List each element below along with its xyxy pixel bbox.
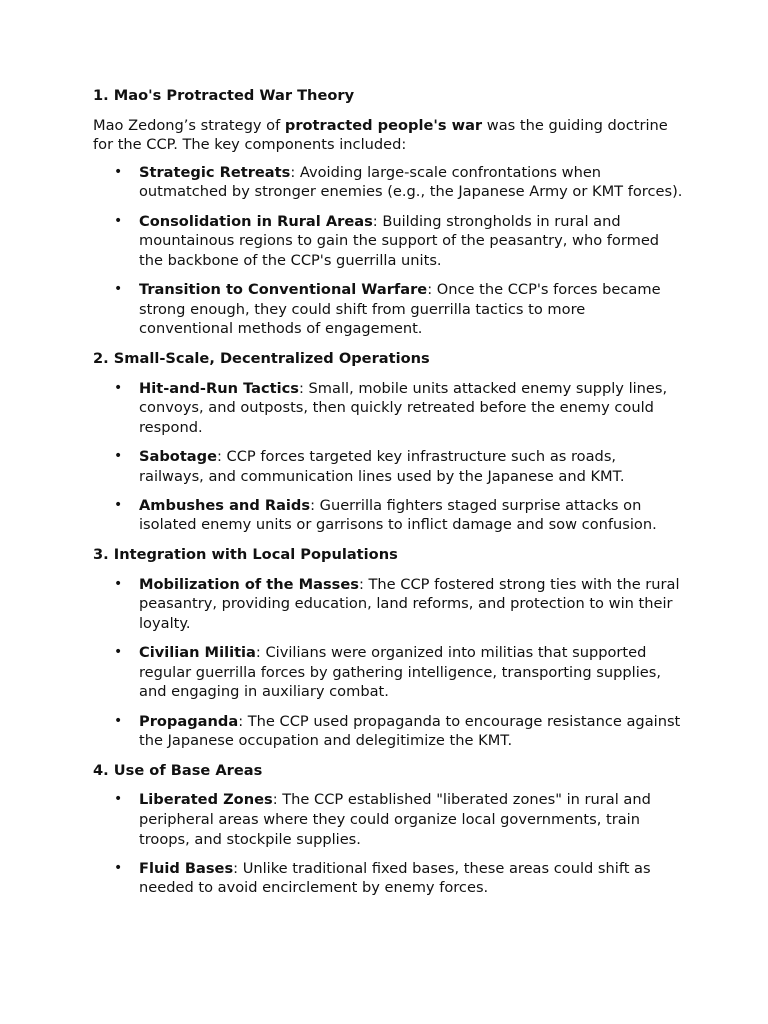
- item-term: Propaganda: [139, 712, 239, 730]
- bullet-list: [93, 163, 683, 339]
- item-term: Liberated Zones: [139, 791, 273, 809]
- item-term: Mobilization of the Masses: [139, 575, 359, 593]
- list-item: [93, 212, 683, 271]
- bullet-icon: •: [114, 791, 123, 808]
- item-description: : Unlike traditional fixed bases, these areas could shift as needed to avoid encirclement by enemy forces.: [139, 859, 651, 897]
- item-term: Strategic Retreats: [139, 163, 291, 181]
- section-heading: 3. Integration with Local Populations: [93, 546, 398, 564]
- bullet-icon: •: [114, 496, 123, 513]
- item-description: : Once the CCP's forces became strong enough, they could shift from guerrilla tactics to more conventional methods of engagement.: [139, 281, 661, 338]
- bullet-list: [93, 575, 683, 751]
- item-description: : Avoiding large-scale confrontations when outmatched by stronger enemies (e.g., the Japanese Army or KMT forces).: [139, 163, 683, 201]
- list-item: [93, 712, 683, 751]
- list-item: [93, 163, 683, 202]
- intro-bold-term: protracted people's war: [284, 116, 483, 134]
- item-term: Fluid Bases: [139, 859, 234, 877]
- list-item: [93, 280, 683, 339]
- section-intro: [93, 116, 683, 155]
- list-item: [93, 643, 683, 702]
- list-item: [93, 496, 683, 535]
- list-item: [93, 447, 683, 486]
- item-term: Hit-and-Run Tactics: [139, 379, 299, 397]
- item-description: : Guerrilla fighters staged surprise attacks on isolated enemy units or garrisons to inflict damage and sow confusion.: [139, 496, 657, 534]
- document-page: [93, 86, 683, 908]
- section-heading: 2. Small-Scale, Decentralized Operations: [93, 349, 430, 367]
- item-description: : Building strongholds in rural and mountainous regions to gain the support of the peasantry, who formed the backbone of the CCP's guerrilla units.: [139, 212, 660, 269]
- bullet-icon: •: [114, 379, 123, 396]
- bullet-icon: •: [114, 212, 123, 229]
- bullet-icon: •: [114, 859, 123, 876]
- bullet-icon: •: [114, 644, 123, 661]
- section-heading: 1. Mao's Protracted War Theory: [93, 87, 355, 104]
- item-term: Ambushes and Raids: [139, 496, 311, 514]
- list-item: [93, 859, 683, 898]
- item-description: : Civilians were organized into militias that supported regular guerrilla forces by gathering intelligence, transporting supplies, and engaging in auxiliary combat.: [139, 644, 661, 701]
- item-description: : The CCP fostered strong ties with the rural peasantry, providing education, land reforms, and protection to win their loyalty.: [139, 575, 680, 632]
- bullet-list: [93, 790, 683, 898]
- section-heading: 4. Use of Base Areas: [93, 761, 263, 779]
- bullet-icon: •: [114, 163, 123, 180]
- item-term: Sabotage: [139, 447, 217, 465]
- bullet-icon: •: [114, 281, 123, 298]
- item-term: Transition to Conventional Warfare: [139, 281, 428, 299]
- list-item: [93, 575, 683, 634]
- list-item: [93, 379, 683, 438]
- bullet-icon: •: [114, 575, 123, 592]
- item-description: : CCP forces targeted key infrastructure such as roads, railways, and communication lines used by the Japanese and KMT.: [139, 447, 625, 485]
- item-term: Civilian Militia: [139, 644, 256, 662]
- item-term: Consolidation in Rural Areas: [139, 212, 373, 230]
- item-description: : Small, mobile units attacked enemy supply lines, convoys, and outposts, then quickly retreated before the enemy could respond.: [139, 379, 668, 436]
- item-description: : The CCP established "liberated zones" in rural and peripheral areas where they could organize local governments, train troops, and stockpile supplies.: [139, 791, 651, 848]
- bullet-icon: •: [114, 447, 123, 464]
- list-item: [93, 790, 683, 849]
- bullet-list: [93, 379, 683, 536]
- intro-text: Mao Zedong’s strategy of: [93, 116, 285, 134]
- bullet-icon: •: [114, 712, 123, 729]
- item-description: : The CCP used propaganda to encourage resistance against the Japanese occupation and delegitimize the KMT.: [139, 712, 681, 750]
- intro-text: was the guiding doctrine for the CCP. The key components included:: [93, 116, 668, 154]
